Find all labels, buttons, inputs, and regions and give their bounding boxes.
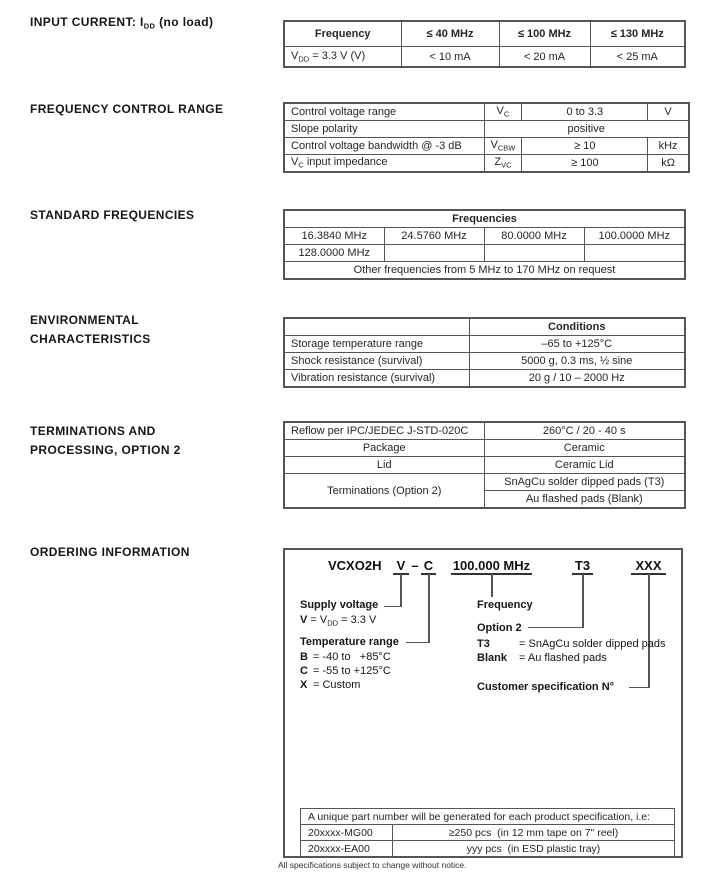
table-row — [284, 353, 685, 370]
value-cell: Ceramic Lid — [484, 457, 685, 474]
temp-item — [300, 679, 360, 692]
part-cell: 20xxxx-EA00 — [301, 841, 393, 857]
label-subscript: DD — [143, 21, 156, 31]
header-cell: Frequency — [284, 21, 401, 47]
connector-line-frequency — [491, 574, 493, 597]
cell-text: = 3.3 V (V) — [309, 49, 366, 62]
footer-note: All specifications subject to change without notice. — [278, 860, 467, 870]
value-cell: 5000 g, 0.3 ms, ½ sine — [469, 353, 685, 370]
table-row — [284, 47, 685, 68]
desc-text: = -40 to +85°C — [313, 651, 391, 663]
connector-line-temp — [428, 574, 430, 643]
table-header-row — [284, 21, 685, 47]
section-label-input-current — [30, 13, 213, 36]
customer-spec-title: Customer specification N° — [477, 681, 615, 693]
cell-subscript: VC — [501, 160, 512, 170]
section-label-environmental — [30, 311, 151, 349]
note-cell: Other frequencies from 5 MHz to 170 MHz on request — [284, 262, 685, 280]
table-row — [284, 474, 685, 491]
table-header-row — [284, 318, 685, 336]
cell-subscript: C — [503, 109, 510, 119]
header-cell: ≤ 130 MHz — [590, 21, 685, 47]
param-cell: Reflow per IPC/JEDEC J-STD-020C — [284, 422, 484, 440]
code-text: V — [300, 614, 308, 626]
table-row — [284, 245, 685, 262]
connector-line-supply — [400, 574, 402, 607]
cell-subscript: C — [298, 160, 304, 170]
frequency-cell — [484, 245, 584, 262]
header-cell: ≤ 100 MHz — [499, 21, 590, 47]
environmental-table — [283, 317, 686, 388]
code-text: C — [300, 665, 308, 677]
connector-line-option-h — [528, 627, 583, 629]
table-row — [301, 841, 675, 857]
table-row — [284, 121, 689, 138]
section-label-frequency-control: FREQUENCY CONTROL RANGE — [30, 102, 224, 116]
value-cell: Au flashed pads (Blank) — [484, 491, 685, 509]
param-cell: Slope polarity — [284, 121, 484, 138]
cell-text: V — [490, 139, 498, 152]
desc-subscript: DD — [327, 618, 339, 628]
table-row — [284, 370, 685, 388]
param-cell: Terminations (Option 2) — [284, 474, 484, 509]
table-header-row — [284, 210, 685, 228]
connector-line-temp-h — [406, 642, 429, 644]
supply-voltage-line — [300, 614, 376, 630]
label-text: ENVIRONMENTAL — [30, 313, 139, 327]
part-number-model: VCXO2H — [328, 558, 382, 573]
value-cell: Ceramic — [484, 440, 685, 457]
input-current-table — [283, 20, 686, 68]
table-header-row — [301, 809, 675, 825]
value-cell: < 25 mA — [590, 47, 685, 68]
frequency-control-table — [283, 102, 690, 173]
unit-cell: kHz — [648, 138, 689, 155]
cell-subscript: CBW — [497, 143, 516, 153]
table-row — [284, 138, 689, 155]
desc-text: = Custom — [313, 679, 361, 691]
desc-text: = V — [307, 614, 328, 626]
qty-cell: yyy pcs (in ESD plastic tray) — [393, 841, 675, 857]
desc-text: = SnAgCu solder dipped pads — [519, 638, 666, 650]
table-row — [284, 336, 685, 353]
param-cell — [284, 47, 401, 68]
param-cell: Vibration resistance (survival) — [284, 370, 469, 388]
code-text: B — [300, 651, 308, 663]
frequency-cell: 24.5760 MHz — [384, 228, 484, 245]
temperature-range-title: Temperature range — [300, 636, 399, 648]
value-cell: ≥ 10 — [522, 138, 648, 155]
cell-text: input impedance — [303, 156, 388, 169]
part-number-custom-code: XXX — [631, 558, 666, 575]
code-text: X — [300, 679, 308, 691]
frequency-cell: 100.0000 MHz — [584, 228, 685, 245]
symbol-cell — [484, 138, 522, 155]
table-row — [301, 825, 675, 841]
table-row — [284, 103, 689, 121]
param-cell: Lid — [284, 457, 484, 474]
temp-item — [300, 651, 391, 664]
value-cell: 20 g / 10 – 2000 Hz — [469, 370, 685, 388]
part-number-note-table — [300, 808, 675, 857]
part-number-option-code: T3 — [572, 558, 593, 575]
section-label-ordering: ORDERING INFORMATION — [30, 545, 190, 559]
ordering-diagram-box — [283, 548, 683, 858]
label-text: TERMINATIONS AND — [30, 424, 156, 438]
value-cell: < 10 mA — [401, 47, 499, 68]
frequency-cell: 128.0000 MHz — [284, 245, 384, 262]
section-label-terminations — [30, 422, 181, 460]
connector-line-supply-h — [384, 606, 401, 608]
value-cell: positive — [484, 121, 689, 138]
header-cell: ≤ 40 MHz — [401, 21, 499, 47]
unit-cell: V — [648, 103, 689, 121]
label-text: CHARACTERISTICS — [30, 332, 151, 346]
label-text: INPUT CURRENT: I — [30, 15, 144, 29]
label-text: PROCESSING, OPTION 2 — [30, 443, 181, 457]
part-number-frequency: 100.000 MHz — [452, 558, 531, 573]
frequency-title: Frequency — [477, 599, 533, 611]
header-cell: Conditions — [469, 318, 685, 336]
value-cell: 260°C / 20 - 40 s — [484, 422, 685, 440]
part-cell: 20xxxx-MG00 — [301, 825, 393, 841]
section-label-standard-frequencies: STANDARD FREQUENCIES — [30, 208, 195, 222]
temp-item — [300, 665, 391, 678]
symbol-cell — [484, 155, 522, 173]
cell-text: V — [496, 105, 504, 118]
frequency-cell — [384, 245, 484, 262]
part-number-dash: – — [411, 558, 419, 573]
note-header-cell: A unique part number will be generated for each product specification, i.e: — [301, 809, 675, 825]
code-text: Blank — [477, 652, 507, 664]
symbol-cell — [484, 103, 522, 121]
part-number-temp-code: C — [421, 558, 436, 575]
param-cell: Package — [284, 440, 484, 457]
supply-voltage-title: Supply voltage — [300, 599, 379, 611]
table-row — [284, 422, 685, 440]
value-cell: 0 to 3.3 — [522, 103, 648, 121]
param-cell: Control voltage range — [284, 103, 484, 121]
terminations-table — [283, 421, 686, 509]
frequency-cell: 80.0000 MHz — [484, 228, 584, 245]
value-cell: SnAgCu solder dipped pads (T3) — [484, 474, 685, 491]
table-row — [284, 440, 685, 457]
cell-subscript: DD — [298, 54, 310, 64]
option-item — [477, 638, 665, 651]
table-row — [284, 155, 689, 173]
qty-cell: ≥250 pcs (in 12 mm tape on 7" reel) — [393, 825, 675, 841]
header-cell: Frequencies — [284, 210, 685, 228]
unit-cell: kΩ — [648, 155, 689, 173]
desc-text: = -55 to +125°C — [313, 665, 391, 677]
param-cell — [284, 155, 484, 173]
table-row — [284, 262, 685, 280]
cell-text: V — [291, 156, 299, 169]
connector-line-option — [582, 574, 584, 628]
code-text: T3 — [477, 638, 490, 650]
option2-title: Option 2 — [477, 622, 522, 634]
value-cell: –65 to +125°C — [469, 336, 685, 353]
param-cell: Storage temperature range — [284, 336, 469, 353]
standard-frequencies-table — [283, 209, 686, 280]
label-text: (no load) — [155, 15, 214, 29]
table-row — [284, 457, 685, 474]
part-number-supply-code: V — [393, 558, 409, 575]
table-row — [284, 228, 685, 245]
connector-line-custom — [648, 574, 650, 688]
param-cell: Control voltage bandwidth @ -3 dB — [284, 138, 484, 155]
value-cell: < 20 mA — [499, 47, 590, 68]
desc-text: = 3.3 V — [338, 614, 377, 626]
param-cell: Shock resistance (survival) — [284, 353, 469, 370]
frequency-cell: 16.3840 MHz — [284, 228, 384, 245]
frequency-cell — [584, 245, 685, 262]
value-cell: ≥ 100 — [522, 155, 648, 173]
desc-text: = Au flashed pads — [519, 652, 607, 664]
empty-cell — [284, 318, 469, 336]
option-item — [477, 652, 607, 665]
cell-text: Z — [494, 156, 502, 169]
cell-text: V — [291, 49, 299, 62]
connector-line-custom-h — [629, 687, 649, 689]
